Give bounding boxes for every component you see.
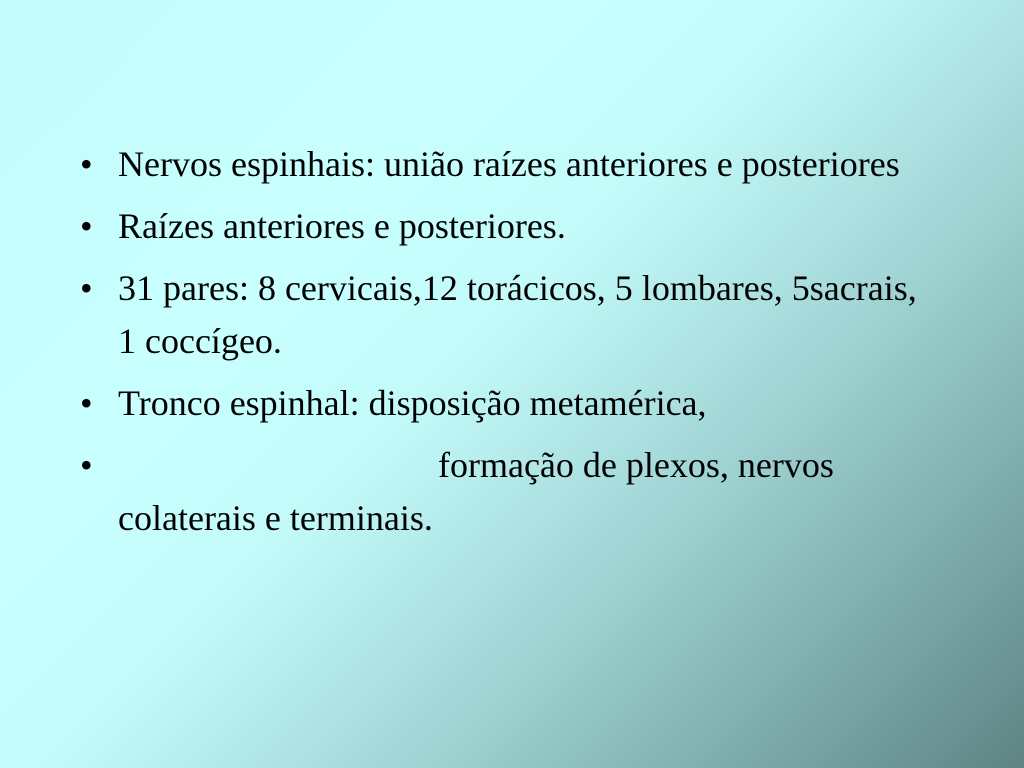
bullet-item-5 [80,439,920,545]
bullet-text: Nervos espinhais: união raízes anteriores e posteriores [118,144,900,184]
bullet-item-3 [80,262,920,368]
bullet-icon: • [80,144,93,184]
bullet-text: Raízes anteriores e posteriores. [118,206,566,246]
bullet-icon: • [80,268,93,308]
bullet-text: Tronco espinhal: disposição metamérica, [118,383,707,423]
bullet-icon: • [80,206,93,246]
bullet-icon: • [80,445,93,485]
bullet-item-4 [80,377,920,430]
bullet-icon: • [80,383,93,423]
bullet-item-2 [80,200,920,253]
bullet-item-1 [80,138,920,191]
bullet-text: 31 pares: 8 cervicais,12 torácicos, 5 lombares, 5sacrais, 1 coccígeo. [118,268,917,361]
bullet-list [80,138,920,554]
bullet-text: formação de plexos, nervos colaterais e terminais. [118,445,834,538]
